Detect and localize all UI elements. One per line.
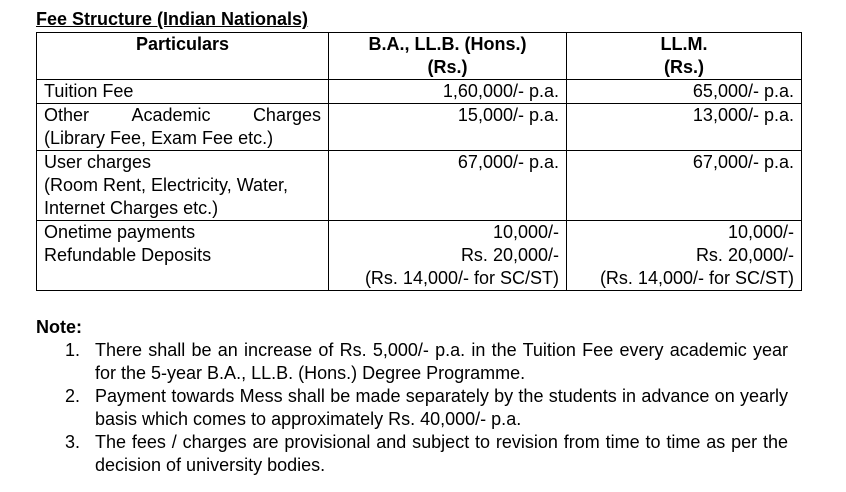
table-header-row	[37, 33, 802, 80]
table-row	[37, 151, 802, 221]
onetime-ba-value: 10,000/-	[492, 222, 559, 242]
deposit-ba-value: Rs. 20,000/-	[460, 245, 559, 265]
user-charges-label: User charges	[44, 152, 152, 172]
user-charges-ba-value: 67,000/- p.a.	[457, 152, 559, 172]
deposit-llm-scst-value: (Rs. 14,000/- for SC/ST)	[599, 268, 794, 288]
llm-value	[567, 151, 802, 221]
list-number: 2.	[65, 386, 81, 406]
other-charges-llm-value: 13,000/- p.a.	[692, 105, 794, 125]
table-row	[37, 104, 802, 151]
header-ba-llb	[329, 33, 567, 80]
header-particulars-label: Particulars	[135, 34, 230, 54]
label-word: Charges	[252, 105, 321, 125]
header-particulars	[37, 33, 329, 80]
fee-table	[36, 32, 802, 291]
user-charges-llm-value: 67,000/- p.a.	[692, 152, 794, 172]
table-row	[37, 80, 802, 104]
row-label	[37, 221, 329, 291]
list-number: 3.	[65, 432, 81, 452]
tuition-fee-ba-value: 1,60,000/- p.a.	[442, 81, 559, 101]
tuition-fee-llm-value: 65,000/- p.a.	[692, 81, 794, 101]
label-word: Other	[44, 105, 90, 125]
note-text: The fees / charges are provisional and subject to revision from time to time as per the decision of university bodies.	[95, 432, 788, 475]
list-item	[60, 339, 788, 385]
ba-llb-value	[329, 104, 567, 151]
header-ba-llb-unit: (Rs.)	[427, 57, 468, 77]
label-word: Academic	[131, 105, 211, 125]
deposit-ba-scst-value: (Rs. 14,000/- for SC/ST)	[364, 268, 559, 288]
other-charges-ba-value: 15,000/- p.a.	[457, 105, 559, 125]
header-llm-unit: (Rs.)	[664, 57, 704, 77]
row-label	[37, 151, 329, 221]
row-label	[37, 104, 329, 151]
other-academic-charges-detail: (Library Fee, Exam Fee etc.)	[44, 128, 274, 148]
llm-value	[567, 80, 802, 104]
note-text: Payment towards Mess shall be made separately by the students in advance on yearly basis which comes to approximately Rs. 40,000/- p.a.	[95, 386, 788, 429]
user-charges-detail: Internet Charges etc.)	[44, 198, 219, 218]
page-title: Fee Structure (Indian Nationals)	[36, 9, 309, 29]
ba-llb-value	[329, 80, 567, 104]
list-item	[60, 385, 788, 431]
llm-value	[567, 221, 802, 291]
header-ba-llb-label: B.A., LL.B. (Hons.)	[368, 34, 527, 54]
other-academic-charges-label	[44, 104, 321, 127]
notes-list	[60, 339, 788, 477]
tuition-fee-label: Tuition Fee	[44, 81, 134, 101]
onetime-llm-value: 10,000/-	[727, 222, 794, 242]
llm-value	[567, 104, 802, 151]
deposit-llm-value: Rs. 20,000/-	[695, 245, 794, 265]
refundable-deposits-label: Refundable Deposits	[44, 245, 212, 265]
table-row	[37, 221, 802, 291]
list-item	[60, 431, 788, 477]
user-charges-detail: (Room Rent, Electricity, Water,	[44, 175, 289, 195]
row-label	[37, 80, 329, 104]
ba-llb-value	[329, 221, 567, 291]
header-llm	[567, 33, 802, 80]
header-llm-label: LL.M.	[660, 34, 708, 54]
onetime-payments-label: Onetime payments	[44, 222, 196, 242]
ba-llb-value	[329, 151, 567, 221]
note-heading: Note:	[36, 317, 82, 337]
note-text: There shall be an increase of Rs. 5,000/- p.a. in the Tuition Fee every academic year for the 5-year B.A., LL.B. (Hons.) Degree Programme.	[95, 340, 788, 383]
list-number: 1.	[65, 340, 81, 360]
